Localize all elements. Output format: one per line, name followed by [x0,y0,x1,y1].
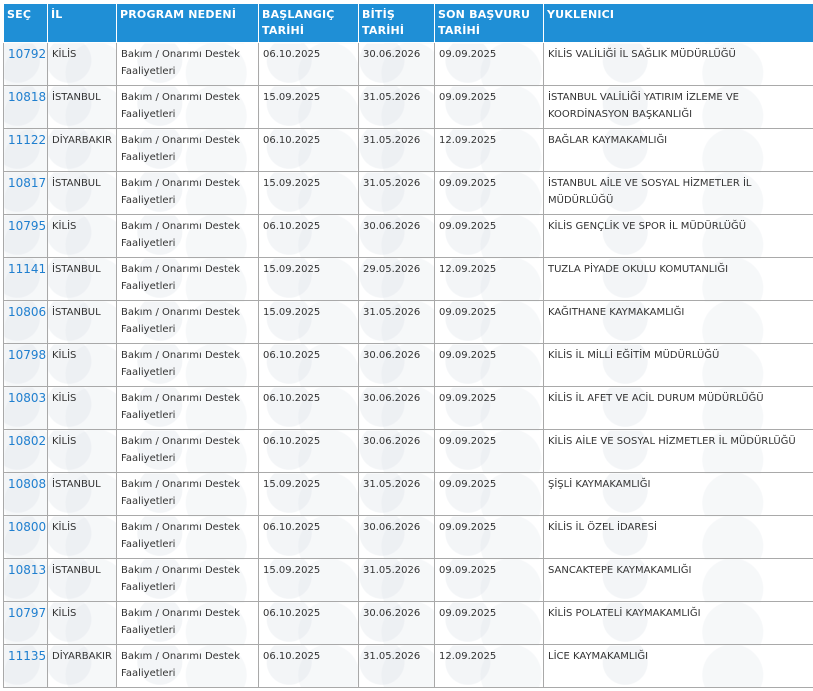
cell-program: Bakım / Onarımı Destek Faaliyetleri [117,215,259,258]
cell-program: Bakım / Onarımı Destek Faaliyetleri [117,387,259,430]
select-link[interactable]: 10813 [8,563,47,577]
cell-program: Bakım / Onarımı Destek Faaliyetleri [117,473,259,516]
cell-start-date: 06.10.2025 [259,215,359,258]
header-yuklenici: YUKLENICI [544,4,813,43]
select-link[interactable]: 10803 [8,391,47,405]
cell-il: DİYARBAKIR [48,645,117,688]
cell-id [4,645,48,688]
cell-deadline: 09.09.2025 [435,215,544,258]
cell-deadline: 09.09.2025 [435,516,544,559]
select-link[interactable]: 10802 [8,434,47,448]
cell-program: Bakım / Onarımı Destek Faaliyetleri [117,645,259,688]
select-link[interactable]: 10808 [8,477,47,491]
header-baslangic: BAŞLANGIÇ TARİHİ [259,4,359,43]
cell-end-date: 30.06.2026 [359,344,435,387]
cell-il: İSTANBUL [48,301,117,344]
cell-il: KİLİS [48,602,117,645]
cell-contractor: KAĞITHANE KAYMAKAMLIĞI [544,301,813,344]
cell-deadline: 09.09.2025 [435,602,544,645]
cell-end-date: 31.05.2026 [359,301,435,344]
select-link[interactable]: 10795 [8,219,47,233]
table-row [4,516,813,559]
cell-deadline: 09.09.2025 [435,43,544,86]
cell-program: Bakım / Onarımı Destek Faaliyetleri [117,301,259,344]
cell-end-date: 31.05.2026 [359,172,435,215]
cell-program: Bakım / Onarımı Destek Faaliyetleri [117,344,259,387]
select-link[interactable]: 11135 [8,649,47,663]
cell-deadline: 12.09.2025 [435,258,544,301]
cell-start-date: 15.09.2025 [259,86,359,129]
header-il: İL [48,4,117,43]
cell-il: İSTANBUL [48,559,117,602]
cell-id [4,172,48,215]
cell-contractor: KİLİS İL MİLLİ EĞİTİM MÜDÜRLÜĞÜ [544,344,813,387]
cell-contractor: İSTANBUL VALİLİĞİ YATIRIM İZLEME VE KOORDİNASYON BAŞKANLIĞI [544,86,813,129]
cell-contractor: KİLİS İL AFET VE ACİL DURUM MÜDÜRLÜĞÜ [544,387,813,430]
cell-il: İSTANBUL [48,86,117,129]
cell-start-date: 06.10.2025 [259,602,359,645]
cell-il: KİLİS [48,516,117,559]
cell-il: KİLİS [48,387,117,430]
cell-deadline: 12.09.2025 [435,129,544,172]
cell-contractor: ŞİŞLİ KAYMAKAMLIĞI [544,473,813,516]
cell-il: DİYARBAKIR [48,129,117,172]
table-row [4,215,813,258]
table-header [4,4,813,43]
header-bitis: BİTİŞ TARİHİ [359,4,435,43]
cell-id [4,602,48,645]
cell-id [4,430,48,473]
cell-il: KİLİS [48,430,117,473]
cell-contractor: KİLİS POLATELİ KAYMAKAMLIĞI [544,602,813,645]
cell-start-date: 15.09.2025 [259,258,359,301]
select-link[interactable]: 10806 [8,305,47,319]
cell-contractor: TUZLA PİYADE OKULU KOMUTANLIĞI [544,258,813,301]
cell-id [4,559,48,602]
table-row [4,559,813,602]
table-row [4,473,813,516]
header-program: PROGRAM NEDENİ [117,4,259,43]
cell-end-date: 31.05.2026 [359,86,435,129]
cell-deadline: 09.09.2025 [435,172,544,215]
cell-program: Bakım / Onarımı Destek Faaliyetleri [117,430,259,473]
cell-il: İSTANBUL [48,258,117,301]
cell-id [4,516,48,559]
cell-contractor: KİLİS GENÇLİK VE SPOR İL MÜDÜRLÜĞÜ [544,215,813,258]
cell-end-date: 30.06.2026 [359,602,435,645]
cell-id [4,129,48,172]
select-link[interactable]: 10800 [8,520,47,534]
table-row [4,86,813,129]
cell-start-date: 06.10.2025 [259,129,359,172]
cell-program: Bakım / Onarımı Destek Faaliyetleri [117,258,259,301]
select-link[interactable]: 10792 [8,47,47,61]
table-row [4,43,813,86]
cell-id [4,43,48,86]
cell-start-date: 06.10.2025 [259,387,359,430]
cell-id [4,301,48,344]
cell-start-date: 06.10.2025 [259,645,359,688]
cell-contractor: İSTANBUL AİLE VE SOSYAL HİZMETLER İL MÜDÜRLÜĞÜ [544,172,813,215]
table-row [4,602,813,645]
cell-il: KİLİS [48,43,117,86]
select-link[interactable]: 10797 [8,606,47,620]
cell-deadline: 09.09.2025 [435,344,544,387]
cell-program: Bakım / Onarımı Destek Faaliyetleri [117,516,259,559]
program-table-container [3,3,813,688]
cell-il: İSTANBUL [48,172,117,215]
cell-deadline: 09.09.2025 [435,430,544,473]
table-row [4,172,813,215]
cell-end-date: 30.06.2026 [359,215,435,258]
cell-id [4,86,48,129]
select-link[interactable]: 11122 [8,133,47,147]
cell-program: Bakım / Onarımı Destek Faaliyetleri [117,172,259,215]
cell-deadline: 09.09.2025 [435,387,544,430]
cell-start-date: 06.10.2025 [259,516,359,559]
cell-start-date: 15.09.2025 [259,172,359,215]
cell-contractor: LİCE KAYMAKAMLIĞI [544,645,813,688]
cell-id [4,473,48,516]
cell-deadline: 09.09.2025 [435,86,544,129]
select-link[interactable]: 10798 [8,348,47,362]
cell-id [4,215,48,258]
header-son-basvuru: SON BAŞVURU TARİHİ [435,4,544,43]
cell-end-date: 30.06.2026 [359,43,435,86]
cell-end-date: 30.06.2026 [359,516,435,559]
cell-contractor: KİLİS AİLE VE SOSYAL HİZMETLER İL MÜDÜRLÜĞÜ [544,430,813,473]
cell-end-date: 31.05.2026 [359,473,435,516]
cell-deadline: 09.09.2025 [435,473,544,516]
header-row [4,4,813,43]
table-row [4,344,813,387]
select-link[interactable]: 10817 [8,176,47,190]
table-row [4,430,813,473]
cell-contractor: KİLİS VALİLİĞİ İL SAĞLIK MÜDÜRLÜĞÜ [544,43,813,86]
cell-end-date: 31.05.2026 [359,129,435,172]
cell-id [4,387,48,430]
cell-contractor: SANCAKTEPE KAYMAKAMLIĞI [544,559,813,602]
cell-end-date: 31.05.2026 [359,645,435,688]
cell-il: İSTANBUL [48,473,117,516]
cell-program: Bakım / Onarımı Destek Faaliyetleri [117,43,259,86]
table-row [4,301,813,344]
cell-contractor: BAĞLAR KAYMAKAMLIĞI [544,129,813,172]
cell-program: Bakım / Onarımı Destek Faaliyetleri [117,602,259,645]
cell-end-date: 31.05.2026 [359,559,435,602]
cell-program: Bakım / Onarımı Destek Faaliyetleri [117,559,259,602]
cell-deadline: 12.09.2025 [435,645,544,688]
cell-end-date: 29.05.2026 [359,258,435,301]
header-sec: SEÇ [4,4,48,43]
cell-start-date: 06.10.2025 [259,344,359,387]
table-row [4,129,813,172]
select-link[interactable]: 10818 [8,90,47,104]
cell-deadline: 09.09.2025 [435,301,544,344]
cell-start-date: 06.10.2025 [259,43,359,86]
program-table [3,3,813,688]
cell-end-date: 30.06.2026 [359,387,435,430]
cell-end-date: 30.06.2026 [359,430,435,473]
cell-il: KİLİS [48,215,117,258]
select-link[interactable]: 11141 [8,262,47,276]
table-row [4,258,813,301]
cell-id [4,344,48,387]
cell-program: Bakım / Onarımı Destek Faaliyetleri [117,86,259,129]
cell-contractor: KİLİS İL ÖZEL İDARESİ [544,516,813,559]
cell-start-date: 06.10.2025 [259,430,359,473]
table-body [4,43,813,688]
cell-program: Bakım / Onarımı Destek Faaliyetleri [117,129,259,172]
table-row [4,387,813,430]
cell-deadline: 09.09.2025 [435,559,544,602]
cell-id [4,258,48,301]
cell-start-date: 15.09.2025 [259,473,359,516]
cell-start-date: 15.09.2025 [259,301,359,344]
table-row [4,645,813,688]
cell-start-date: 15.09.2025 [259,559,359,602]
cell-il: KİLİS [48,344,117,387]
